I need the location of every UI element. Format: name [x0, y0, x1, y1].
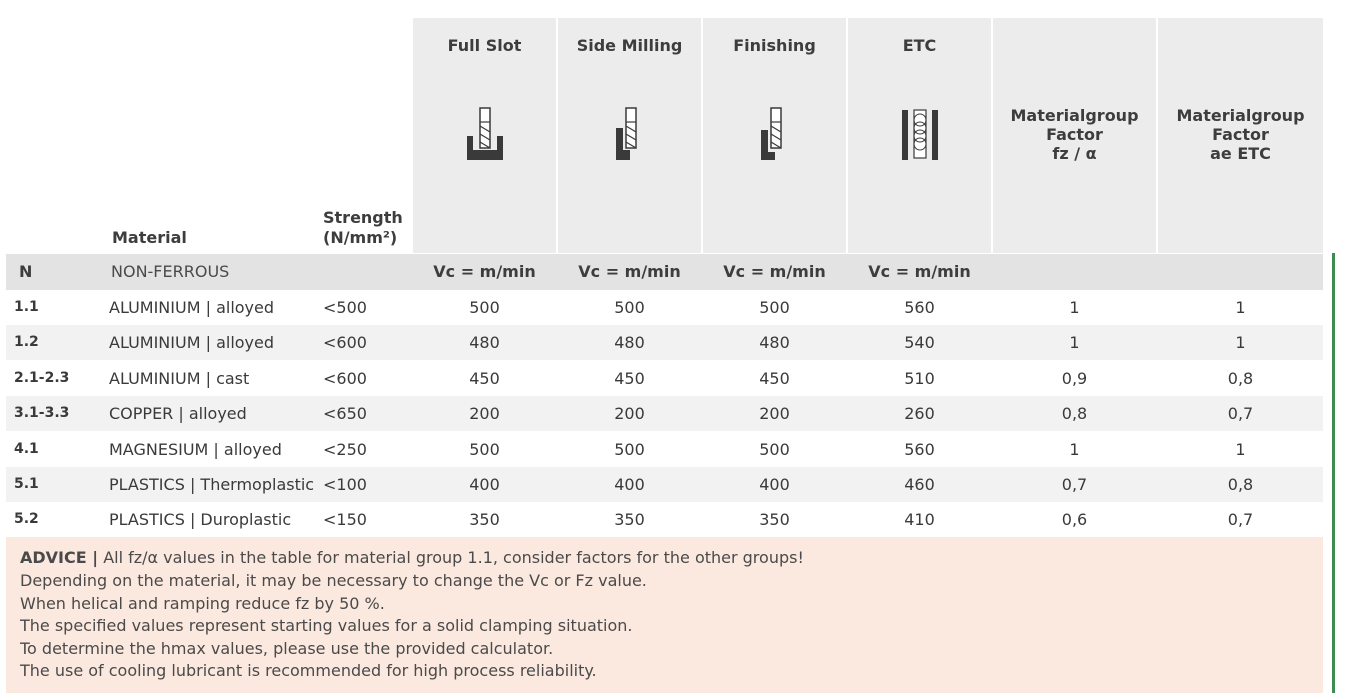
strength-header [323, 208, 403, 248]
row-strength: <150 [323, 510, 367, 529]
group-code: N [19, 262, 33, 281]
row-factor-fz: 1 [1069, 333, 1080, 352]
row-number: 5.2 [14, 511, 39, 527]
strength-header-line2: (N/mm²) [323, 228, 398, 247]
factor-ae-line1: Materialgroup [1176, 106, 1305, 125]
factor-fz-line2: Factor [1046, 125, 1103, 144]
row-side-milling: 500 [614, 440, 645, 459]
etc-header [848, 18, 991, 253]
row-factor-ae: 1 [1235, 298, 1246, 317]
row-strength: <250 [323, 440, 367, 459]
unit-full-slot: Vc = m/min [433, 262, 536, 281]
side-milling-icon [610, 106, 650, 162]
row-factor-ae: 0,7 [1227, 510, 1254, 529]
row-factor-ae: 0,7 [1227, 404, 1254, 423]
advice-line-1 [20, 548, 804, 567]
row-finishing: 350 [759, 510, 790, 529]
row-number: 5.1 [14, 476, 39, 492]
side-milling-title: Side Milling [576, 36, 683, 55]
row-full-slot: 200 [469, 404, 500, 423]
row-full-slot: 400 [469, 475, 500, 494]
row-number: 1.1 [14, 299, 39, 315]
row-material: PLASTICS | Thermoplastic [109, 475, 315, 494]
row-material: ALUMINIUM | alloyed [109, 333, 275, 352]
full-slot-header [413, 18, 556, 253]
row-side-milling: 450 [614, 369, 645, 388]
row-number: 3.1-3.3 [14, 405, 70, 421]
row-side-milling: 350 [614, 510, 645, 529]
row-full-slot: 500 [469, 440, 500, 459]
row-factor-fz: 1 [1069, 440, 1080, 459]
factor-fz-line1: Materialgroup [1010, 106, 1139, 125]
finishing-icon [755, 106, 795, 162]
row-finishing: 500 [759, 440, 790, 459]
finishing-header [703, 18, 846, 253]
row-full-slot: 500 [469, 298, 500, 317]
row-etc: 560 [904, 298, 935, 317]
row-etc: 260 [904, 404, 935, 423]
row-number: 1.2 [14, 334, 39, 350]
full-slot-icon [465, 106, 505, 162]
accent-line [1332, 253, 1335, 693]
row-number: 4.1 [14, 441, 39, 457]
row-side-milling: 480 [614, 333, 645, 352]
advice-line-3: When helical and ramping reduce fz by 50 %. [20, 594, 385, 613]
row-number: 2.1-2.3 [14, 370, 70, 386]
row-etc: 540 [904, 333, 935, 352]
row-etc: 410 [904, 510, 935, 529]
table-row [6, 432, 1323, 467]
finishing-title: Finishing [733, 36, 816, 55]
row-strength: <500 [323, 298, 367, 317]
side-milling-header [558, 18, 701, 253]
factor-fz-line3: fz / α [1052, 144, 1097, 163]
advice-line-2: Depending on the material, it may be necessary to change the Vc or Fz value. [20, 571, 647, 590]
table-row [6, 467, 1323, 502]
advice-line-4: The specified values represent starting values for a solid clamping situation. [20, 616, 633, 635]
unit-finishing: Vc = m/min [723, 262, 826, 281]
row-full-slot: 480 [469, 333, 500, 352]
row-finishing: 400 [759, 475, 790, 494]
advice-line-5: To determine the hmax values, please use the provided calculator. [20, 639, 554, 658]
row-factor-fz: 0,8 [1061, 404, 1088, 423]
row-strength: <600 [323, 333, 367, 352]
row-material: PLASTICS | Duroplastic [109, 510, 292, 529]
material-header: Material [112, 228, 187, 247]
strength-header-line1: Strength [323, 208, 403, 227]
row-etc: 460 [904, 475, 935, 494]
full-slot-title: Full Slot [447, 36, 522, 55]
table-row [6, 325, 1323, 360]
row-strength: <650 [323, 404, 367, 423]
table-row [6, 396, 1323, 431]
group-row [6, 254, 1323, 290]
table-row [6, 290, 1323, 325]
row-factor-fz: 0,9 [1061, 369, 1088, 388]
unit-side-milling: Vc = m/min [578, 262, 681, 281]
row-factor-fz: 0,7 [1061, 475, 1088, 494]
factor-ae-header [1158, 18, 1323, 253]
row-factor-ae: 1 [1235, 440, 1246, 459]
factor-fz-header [993, 18, 1156, 253]
row-strength: <100 [323, 475, 367, 494]
advice-text-1: All fz/α values in the table for material group 1.1, consider factors for the other groups! [103, 548, 804, 567]
factor-ae-line3: ae ETC [1210, 144, 1271, 163]
row-finishing: 200 [759, 404, 790, 423]
group-name: NON-FERROUS [111, 262, 230, 281]
row-etc: 510 [904, 369, 935, 388]
row-factor-ae: 1 [1235, 333, 1246, 352]
row-side-milling: 500 [614, 298, 645, 317]
row-side-milling: 400 [614, 475, 645, 494]
row-factor-ae: 0,8 [1227, 369, 1254, 388]
table-row [6, 502, 1323, 537]
row-material: ALUMINIUM | alloyed [109, 298, 275, 317]
unit-etc: Vc = m/min [868, 262, 971, 281]
row-material: COPPER | alloyed [109, 404, 247, 423]
row-material: MAGNESIUM | alloyed [109, 440, 282, 459]
factor-fz-title [993, 106, 1156, 163]
row-etc: 560 [904, 440, 935, 459]
row-finishing: 500 [759, 298, 790, 317]
etc-title: ETC [902, 36, 937, 55]
row-full-slot: 450 [469, 369, 500, 388]
advice-label: ADVICE | [20, 548, 99, 567]
row-strength: <600 [323, 369, 367, 388]
row-factor-fz: 0,6 [1061, 510, 1088, 529]
row-full-slot: 350 [469, 510, 500, 529]
row-finishing: 480 [759, 333, 790, 352]
row-factor-ae: 0,8 [1227, 475, 1254, 494]
row-material: ALUMINIUM | cast [109, 369, 250, 388]
advice-box [6, 537, 1323, 693]
row-side-milling: 200 [614, 404, 645, 423]
row-factor-fz: 1 [1069, 298, 1080, 317]
etc-icon [900, 106, 940, 162]
advice-line-6: The use of cooling lubricant is recommended for high process reliability. [20, 661, 597, 680]
factor-ae-title [1158, 106, 1323, 163]
table-row [6, 361, 1323, 396]
row-finishing: 450 [759, 369, 790, 388]
factor-ae-line2: Factor [1212, 125, 1269, 144]
